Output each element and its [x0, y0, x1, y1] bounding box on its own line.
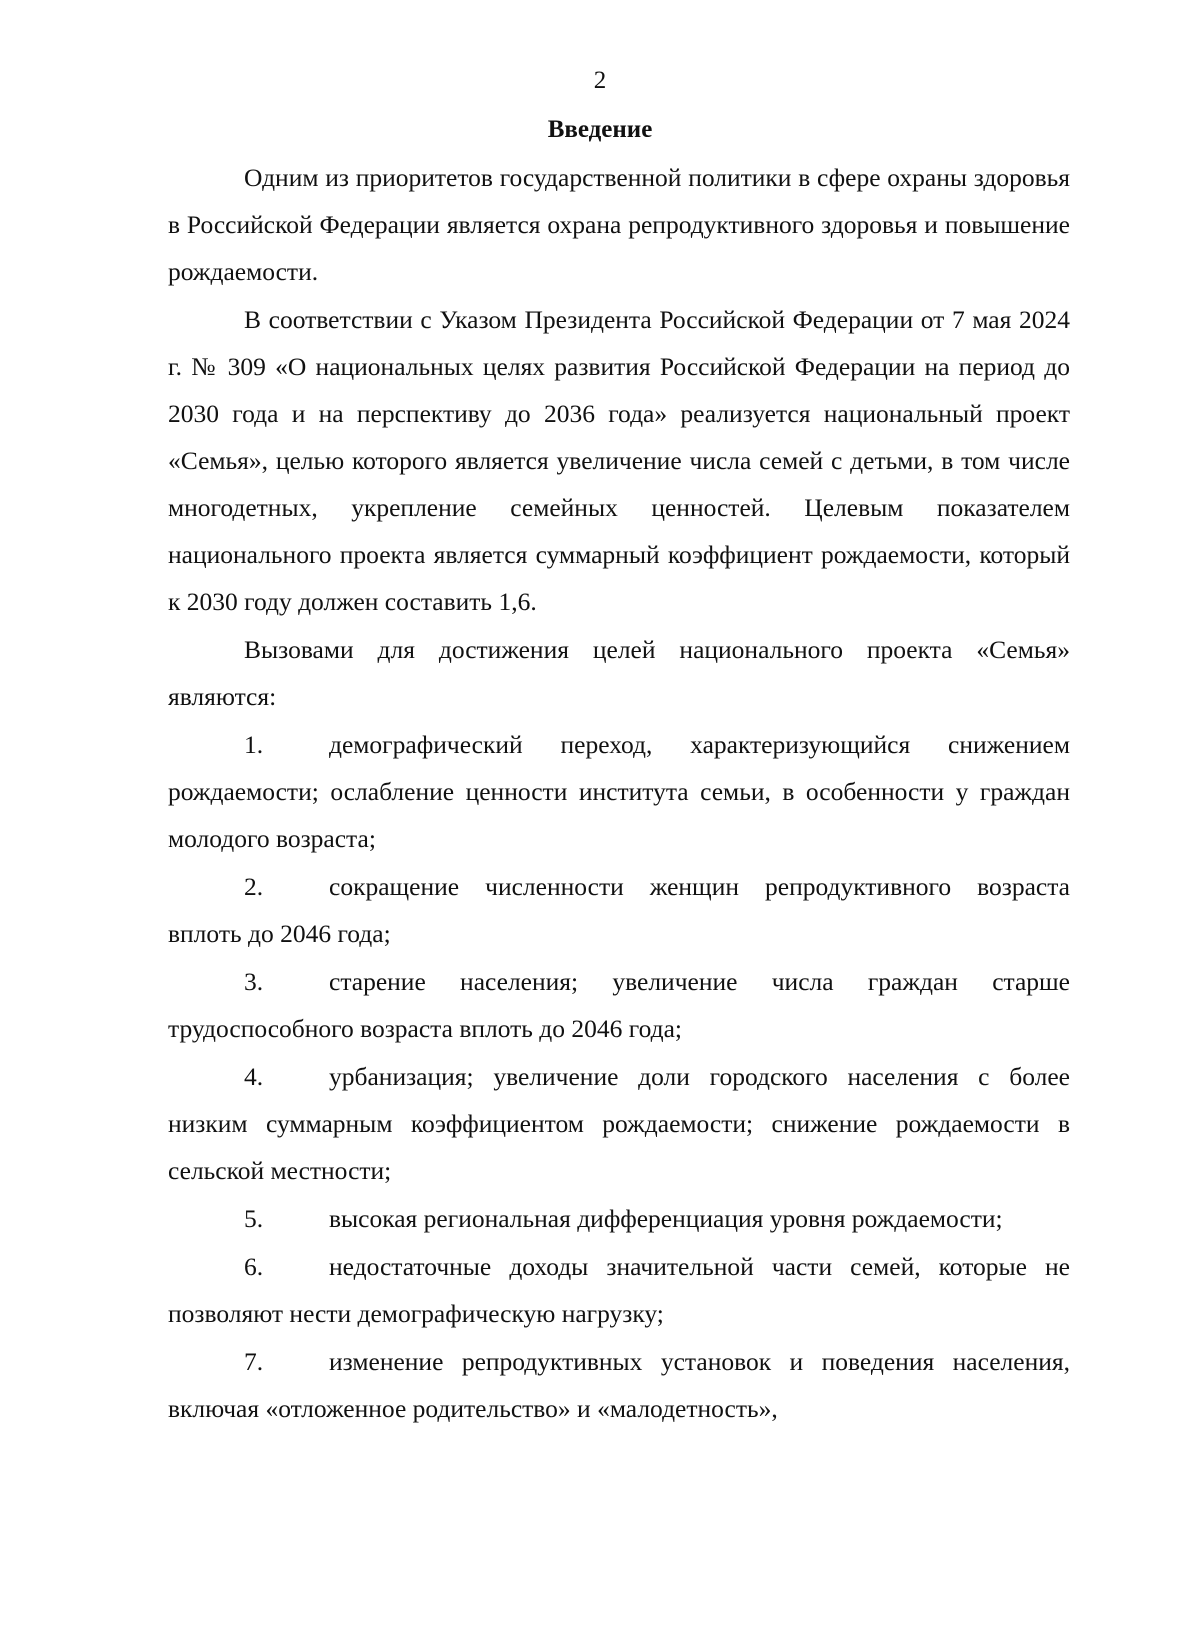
list-item: 2. сокращение численности женщин репродуктивного возраста вплоть до 2046 года;	[168, 872, 1070, 948]
list-item: 1. демографический переход, характеризующийся снижением рождаемости; ослабление ценности института семьи, в особенности у граждан молодого возраста;	[168, 730, 1070, 853]
challenges-list	[168, 721, 1070, 1432]
page-number: 2	[593, 67, 607, 94]
list-item: 6. недостаточные доходы значительной части семей, которые не позволяют нести демографическую нагрузку;	[168, 1252, 1070, 1328]
list-item: 4. урбанизация; увеличение доли городского населения с более низким суммарным коэффициентом рождаемости; снижение рождаемости в сельской местности;	[168, 1062, 1070, 1185]
paragraph: В соответствии с Указом Президента Российской Федерации от 7 мая 2024 г. № 309 «О национальных целях развития Российской Федерации на период до 2030 года и на перспективу до 2036 года» реализуется национальный проект «Семья», целью которого является увеличение числа семей с детьми, в том числе многодетных, укрепление семейных ценностей. Целевым показателем национального проекта является суммарный коэффициент рождаемости, который к 2030 году должен составить 1,6.	[168, 305, 1070, 616]
paragraph: Вызовами для достижения целей национального проекта «Семья» являются:	[168, 635, 1070, 711]
list-item-text: сокращение численности женщин репродуктивного возраста вплоть до 2046 года;	[168, 872, 1070, 948]
list-item-text: старение населения; увеличение числа граждан старше трудоспособного возраста вплоть до 2046 года;	[168, 967, 1070, 1043]
list-item-text: изменение репродуктивных установок и поведения населения, включая «отложенное родительство» и «малодетность»,	[168, 1347, 1070, 1423]
list-item-text: урбанизация; увеличение доли городского населения с более низким суммарным коэффициентом рождаемости; снижение рождаемости в сельской местности;	[168, 1062, 1070, 1185]
list-item: 7. изменение репродуктивных установок и поведения населения, включая «отложенное родительство» и «малодетность»,	[168, 1347, 1070, 1423]
list-item-text: высокая региональная дифференциация уровня рождаемости;	[329, 1204, 1003, 1233]
paragraph: Одним из приоритетов государственной политики в сфере охраны здоровья в Российской Федерации является охрана репродуктивного здоровья и повышение рождаемости.	[168, 163, 1070, 286]
list-item-text: демографический переход, характеризующийся снижением рождаемости; ослабление ценности института семьи, в особенности у граждан молодого возраста;	[168, 730, 1070, 853]
list-item-text: недостаточные доходы значительной части семей, которые не позволяют нести демографическую нагрузку;	[168, 1252, 1070, 1328]
body-text	[168, 154, 1070, 1432]
list-item: 3. старение населения; увеличение числа граждан старше трудоспособного возраста вплоть до 2046 года;	[168, 967, 1070, 1043]
section-heading: Введение	[547, 116, 653, 143]
list-item: 5. высокая региональная дифференциация уровня рождаемости;	[244, 1204, 1003, 1233]
